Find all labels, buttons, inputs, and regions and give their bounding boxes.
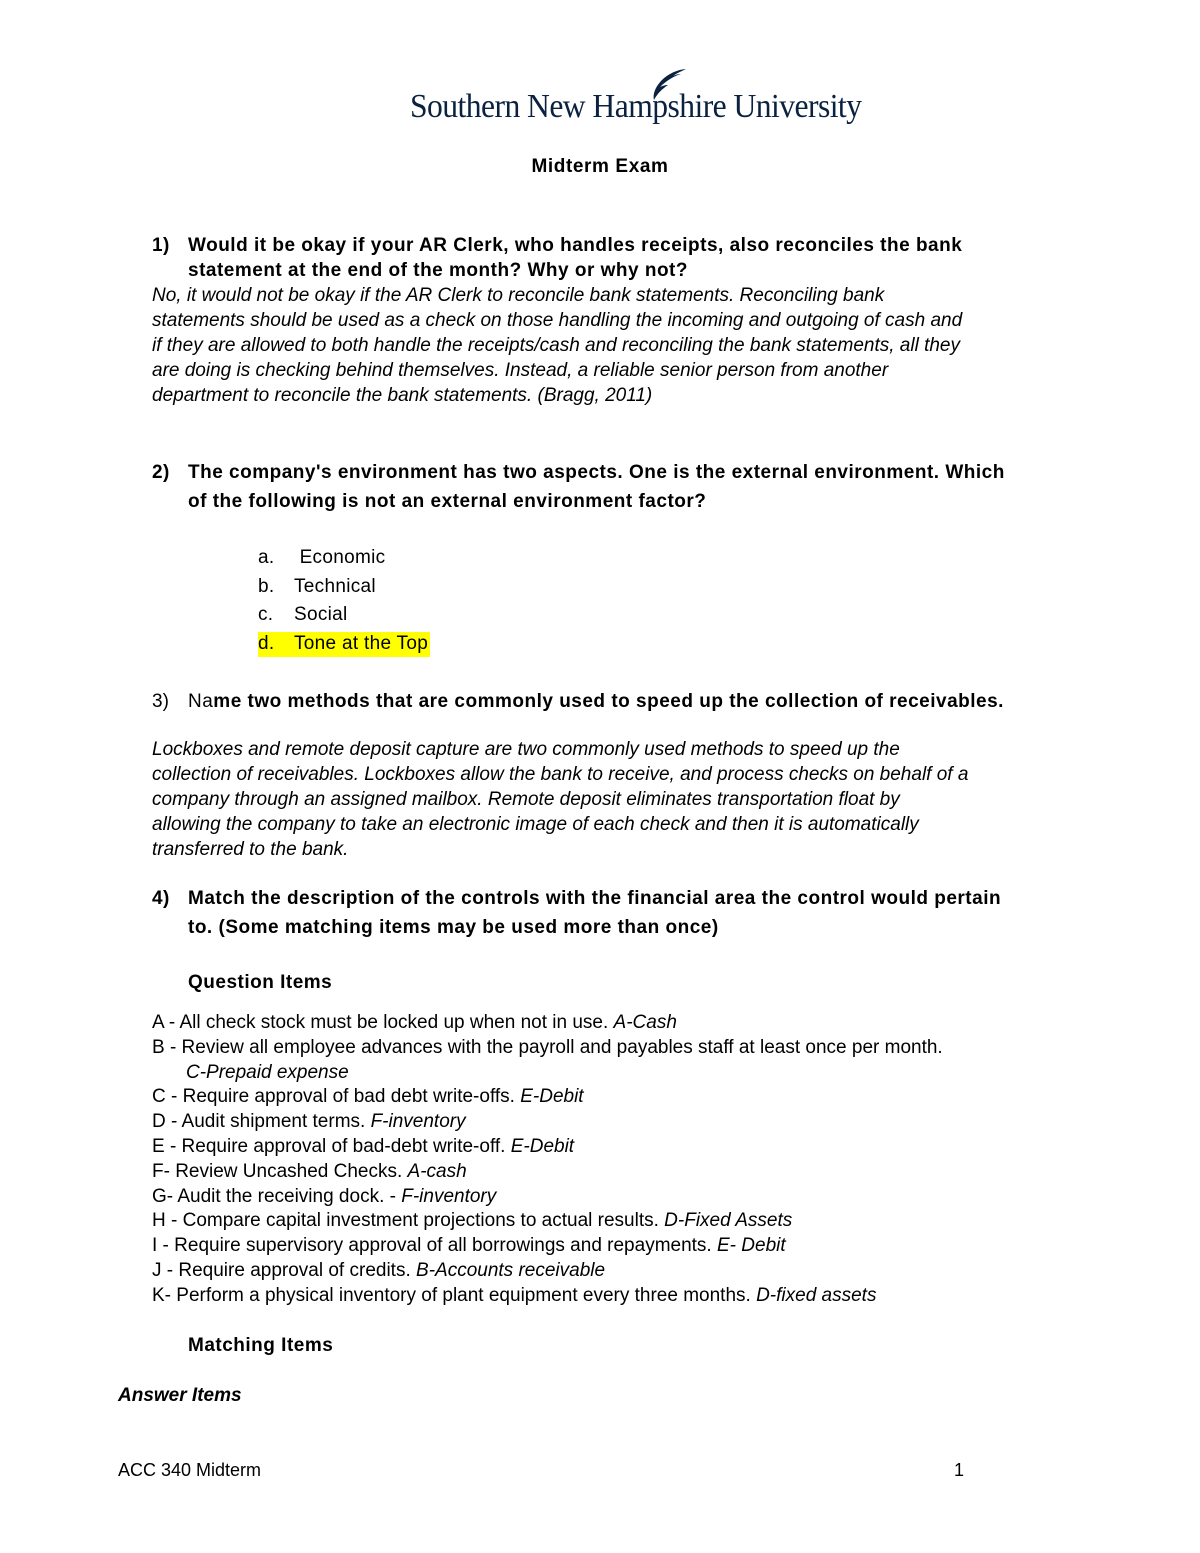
answer-line: statements should be used as a check on those handling the incoming and outgoing of cash and [152, 310, 963, 331]
list-item: D - Audit shipment terms. F-inventory [152, 1111, 466, 1133]
question-items-heading: Question Items [188, 972, 333, 993]
question-2-text [188, 458, 1088, 516]
answer-line: No, it would not be okay if the AR Clerk to reconcile bank statements. Reconciling bank [152, 285, 885, 306]
matching-list [152, 1011, 943, 1309]
question-line: The company's environment has two aspects. One is the external environment. Which [188, 462, 1005, 483]
answer-items-heading: Answer Items [118, 1385, 242, 1406]
matching-items-heading: Matching Items [188, 1335, 334, 1356]
option-c: c. Social [258, 604, 348, 625]
answer-line: collection of receivables. Lockboxes allow the bank to receive, and process checks on behalf of a [152, 764, 969, 785]
question-3-answer [152, 737, 1092, 862]
question-4-number: 4) [152, 888, 170, 909]
list-item: I - Require supervisory approval of all borrowings and repayments. E- Debit [152, 1235, 786, 1257]
list-item: G- Audit the receiving dock. - F-inventory [152, 1185, 497, 1207]
question-1-text [188, 231, 1088, 285]
list-item: H - Compare capital investment projections to actual results. D-Fixed Assets [152, 1210, 793, 1232]
list-item: J - Require approval of credits. B-Accounts receivable [152, 1259, 606, 1281]
question-line: Match the description of the controls with the financial area the control would pertain [188, 888, 1002, 909]
question-line: of the following is not an external environment factor? [188, 491, 707, 512]
question-4-text [188, 884, 1088, 942]
answer-line: if they are allowed to both handle the receipts/cash and reconciling the bank statements, all they [152, 335, 960, 356]
question-line: statement at the end of the month? Why or why not? [188, 260, 688, 281]
footer-course-label: ACC 340 Midterm [118, 1460, 262, 1480]
list-item: F- Review Uncashed Checks. A-cash [152, 1160, 467, 1182]
question-3-text: Name two methods that are commonly used to speed up the collection of receivables. [188, 691, 1004, 712]
list-item: A - All check stock must be locked up when not in use. A-Cash [152, 1012, 677, 1033]
answer-line: department to reconcile the bank statements. (Bragg, 2011) [152, 385, 653, 406]
list-item: K- Perform a physical inventory of plant equipment every three months. D-fixed assets [152, 1284, 877, 1306]
answer-line: transferred to the bank. [152, 839, 349, 860]
page-number: 1 [954, 1460, 965, 1480]
answer-line: are doing is checking behind themselves. Instead, a reliable senior person from another [152, 360, 889, 381]
option-d-selected-answer: d. Tone at the Top [258, 630, 430, 659]
list-item: B - Review all employee advances with the payroll and payables staff at least once per month. [152, 1036, 943, 1058]
list-item: C - Require approval of bad debt write-offs. E-Debit [152, 1086, 584, 1108]
question-1-answer [152, 283, 1092, 408]
answer-line: Lockboxes and remote deposit capture are two commonly used methods to speed up the [152, 739, 900, 760]
answer-line: allowing the company to take an electronic image of each check and then it is automatically [152, 814, 919, 835]
option-b: b. Technical [258, 575, 376, 597]
page-title: Midterm Exam [531, 156, 669, 177]
question-line: Would it be okay if your AR Clerk, who handles receipts, also reconciles the bank [188, 235, 963, 256]
question-1-number: 1) [152, 235, 170, 256]
question-2-number: 2) [152, 462, 170, 483]
question-line: to. (Some matching items may be used more than once) [188, 917, 719, 938]
option-a: a. Economic [258, 547, 386, 568]
answer-line: company through an assigned mailbox. Remote deposit eliminates transportation float by [152, 789, 900, 810]
list-item: C-Prepaid expense [186, 1061, 349, 1083]
question-3-number: 3) [152, 691, 169, 712]
university-logo-text: Southern New Hampshire University [410, 88, 862, 125]
question-2-options [258, 544, 430, 658]
list-item: E - Require approval of bad-debt write-off. E-Debit [152, 1135, 575, 1157]
